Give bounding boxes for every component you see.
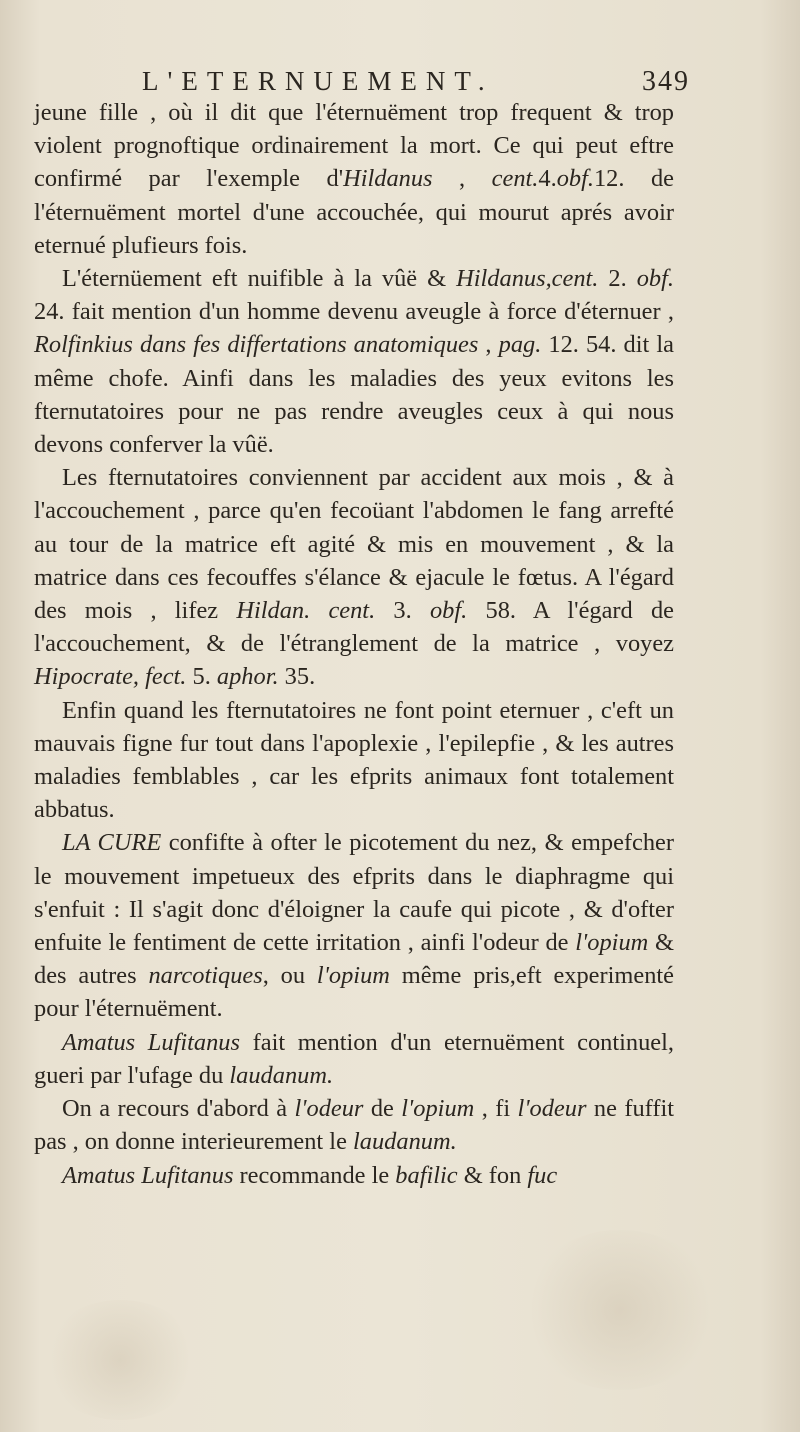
text-run: & des autres xyxy=(34,929,674,990)
body-text xyxy=(34,96,674,1192)
italic-text: cent. xyxy=(491,165,539,193)
text-run: , xyxy=(432,165,492,193)
text-run: 5. xyxy=(186,663,217,691)
italic-text: laudanum. xyxy=(353,1128,457,1156)
text-run: Enfin quand les fternutatoires ne font point eternuer , c'eft un mauvais figne fur tout dans l'apoplexie , l'epilepfie , & les autres maladies femblables , car les efprits animaux font totalement abbatus. xyxy=(34,696,674,824)
italic-text: Amatus Lufitanus xyxy=(62,1161,234,1189)
italic-text: laudanum. xyxy=(229,1061,334,1089)
italic-text: obf. xyxy=(429,597,468,625)
italic-text: l'odeur xyxy=(517,1095,587,1123)
text-run: & fon xyxy=(457,1161,528,1189)
text-run: même pris,eft experimenté pour l'éternuëment. xyxy=(34,962,674,1023)
paragraph xyxy=(34,1159,674,1192)
text-run: confifte à ofter le picotement du nez, & empefcher le mouvement impetueux des efprits dans le diaphragme qui s'enfuit : Il s'agit donc d'éloigner la caufe qui picote , & d'ofter enfuite le fentiment de cette irritation , ainfi l'odeur de xyxy=(34,829,674,957)
text-run: 12. 54. dit la même chofe. Ainfi dans les maladies des yeux evitons les fternutatoires pour ne pas rendre aveugles ceux à qui nous devons conferver la vûë. xyxy=(34,331,674,459)
paper-stain xyxy=(40,1300,200,1420)
italic-text: pag. xyxy=(498,331,542,359)
text-run: 24. fait mention d'un homme devenu aveugle à force d'éternuer , xyxy=(34,298,674,326)
paper-stain xyxy=(520,1230,720,1390)
running-title: L'ETERNUEMENT. xyxy=(142,66,494,96)
paragraph xyxy=(34,461,674,693)
italic-text: obf. xyxy=(636,265,674,293)
text-run: 58. A l'égard de l'accouchement, & de l'étranglement de la matrice , voyez xyxy=(34,597,674,658)
text-run: jeune fille , où il dit que l'éternuëment trop frequent & trop violent prognoftique ordinairement la mort. Ce qui peut eftre confirmé par l'exemple d' xyxy=(34,99,674,193)
italic-text: Hildanus xyxy=(343,165,433,193)
paragraph xyxy=(34,262,674,461)
italic-text: narcotiques xyxy=(148,962,263,990)
italic-text: bafilic xyxy=(395,1161,458,1189)
text-run: 4. xyxy=(538,165,557,193)
italic-text: Amatus Lufitanus xyxy=(62,1028,240,1056)
italic-text: Hildanus,cent. xyxy=(456,265,599,293)
paragraph xyxy=(34,1092,674,1158)
paragraph xyxy=(34,826,674,1025)
italic-text: aphor. xyxy=(216,663,279,691)
italic-text: l'opium xyxy=(575,929,649,957)
text-run: fait mention d'un eternuëment continuel, gueri par l'ufage du xyxy=(34,1028,674,1089)
italic-text: Rolfinkius dans fes differtations anatomiques xyxy=(34,331,479,359)
italic-text: l'odeur xyxy=(294,1095,364,1123)
italic-text: Hipocrate, fect. xyxy=(34,663,187,691)
text-run: 3. xyxy=(375,597,430,625)
text-run: 12. de l'éternuëment mortel d'une accouchée, qui mourut aprés avoir eternué plufieurs fois. xyxy=(34,165,674,259)
text-run: de xyxy=(363,1095,402,1123)
text-run: , xyxy=(478,331,499,359)
text-run: L'éternüement eft nuifible à la vûë & xyxy=(62,265,457,293)
text-run: ne fuffit pas , on donne interieurement le xyxy=(34,1095,674,1156)
italic-text: fuc xyxy=(527,1161,558,1189)
text-run: , ou xyxy=(262,962,317,990)
italic-text: Hildan. cent. xyxy=(236,597,376,625)
text-run: On a recours d'abord à xyxy=(62,1095,295,1123)
text-run: Les fternutatoires conviennent par accident aux mois , & à l'accouchement , parce qu'en fecoüant l'abdomen le fang arrefté au tour de la matrice eft agité & mis en mouvement , & la matrice dans ces fecouffes s'élance & ejacule le fœtus. A l'égard des mois , lifez xyxy=(34,464,674,625)
page-number: 349 xyxy=(642,66,690,97)
paragraph xyxy=(34,694,674,827)
text-run: 35. xyxy=(278,663,316,691)
italic-text: l'opium xyxy=(316,962,390,990)
paragraph xyxy=(34,1026,674,1092)
paragraph xyxy=(34,96,674,262)
text-run: recommande le xyxy=(233,1161,396,1189)
italic-text: LA CURE xyxy=(62,829,162,857)
italic-text: obf. xyxy=(556,165,594,193)
text-run: 2. xyxy=(598,265,637,293)
italic-text: l'opium xyxy=(401,1095,475,1123)
text-run: , fi xyxy=(474,1095,518,1123)
